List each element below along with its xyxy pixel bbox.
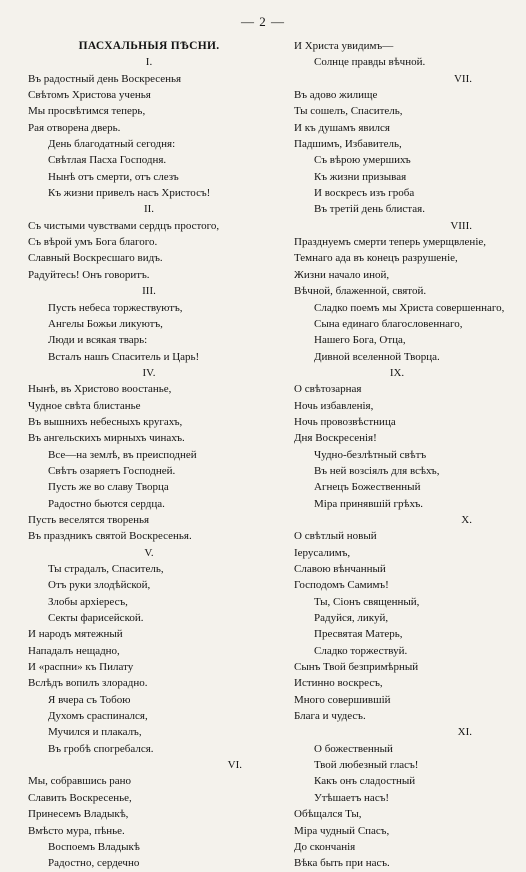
stanza-number: V. bbox=[144, 546, 154, 559]
verse-line: Вмѣсто мура, пѣнье. bbox=[28, 824, 125, 837]
verse-line: Въ праздникъ святой Воскресенья. bbox=[28, 530, 192, 543]
verse-line: И «распни» къ Пилату bbox=[28, 661, 134, 674]
stanza-number: XI. bbox=[457, 726, 472, 739]
stanza-number: IV. bbox=[142, 366, 156, 379]
verse-line: Чудное свѣта блистанье bbox=[28, 399, 141, 412]
verse-line: Нынѣ, въ Христово воостанье, bbox=[28, 383, 172, 396]
verse-line: Ночь провозвѣстница bbox=[294, 415, 396, 428]
verse-line: Въ адово жилище bbox=[294, 89, 378, 102]
verse-line: Мучился и плакалъ, bbox=[48, 726, 142, 739]
verse-line: Истинно воскресъ, bbox=[294, 677, 383, 690]
verse-line: И воскресъ изъ гроба bbox=[314, 187, 415, 200]
verse-line: Вѣка быть при насъ. bbox=[294, 857, 390, 870]
verse-line: Въ третій день блистая. bbox=[314, 203, 425, 216]
verse-line: Все—на землѣ, въ преисподней bbox=[48, 448, 197, 461]
verse-line: Въ радостный день Воскресенья bbox=[28, 72, 182, 85]
verse-line: Свѣтлая Пасха Господня. bbox=[48, 154, 167, 167]
verse-line: Пусть веселятся творенья bbox=[28, 513, 150, 526]
verse-line: Мы просвѣтимся теперь, bbox=[28, 105, 146, 118]
verse-line: Славою вѣнчанный bbox=[294, 563, 386, 575]
verse-line: И къ душамъ явился bbox=[294, 121, 390, 134]
verse-line: Ты сошелъ, Спаситель, bbox=[294, 105, 403, 118]
verse-line: Вѣчной, блаженной, святой. bbox=[294, 285, 427, 298]
verse-line: Солнце правды вѣчной. bbox=[314, 56, 426, 69]
verse-line: О свѣтозарная bbox=[294, 383, 362, 396]
verse-line: Всталъ нашъ Спаситель и Царь! bbox=[48, 350, 200, 363]
verse-line: Въ ней возсіялъ для всѣхъ, bbox=[314, 464, 440, 477]
right-column bbox=[294, 38, 505, 872]
verse-line: Духомъ сраспинался, bbox=[48, 710, 148, 723]
stanza-number: II. bbox=[143, 203, 155, 216]
page-number: — 2 — bbox=[241, 14, 285, 29]
verse-line: Іерусалимъ, bbox=[294, 546, 351, 559]
verse-line: Ты страдалъ, Спаситель, bbox=[48, 563, 164, 575]
verse-line: Пусть небеса торжествуютъ, bbox=[48, 301, 183, 314]
verse-line: Нынѣ отъ смерти, отъ слезъ bbox=[48, 170, 179, 183]
verse-line: Радуйтесь! Онъ говоритъ. bbox=[28, 268, 150, 281]
verse-line: Міра чудный Спасъ, bbox=[294, 824, 390, 837]
verse-line: Принесемъ Владыкѣ, bbox=[28, 808, 129, 821]
verse-line: Сына единаго благословеннаго, bbox=[314, 317, 463, 330]
verse-line: Блага и чудесъ. bbox=[294, 710, 366, 723]
verse-line: Господомъ Самимъ! bbox=[294, 579, 389, 592]
left-column bbox=[28, 38, 270, 872]
verse-line: Сынъ Твой безпримѣрный bbox=[294, 661, 419, 674]
verse-line: Злобы архіересъ, bbox=[48, 595, 128, 608]
verse-line: Ты, Сіонъ священный, bbox=[314, 595, 420, 608]
verse-line: Пусть же во славу Творца bbox=[48, 481, 169, 494]
stanza-number: I. bbox=[145, 56, 153, 69]
verse-line: Славный Воскресшаго видъ. bbox=[28, 252, 163, 265]
verse-line: О божественный bbox=[314, 742, 393, 755]
verse-line: Дня Воскресенія! bbox=[294, 432, 377, 445]
stanza-number: VI. bbox=[227, 759, 242, 772]
verse-line: Обѣщался Ты, bbox=[294, 808, 362, 821]
verse-line: Въ гробѣ спогребался. bbox=[48, 742, 154, 755]
verse-line: Свѣтъ озаряетъ Господней. bbox=[48, 464, 176, 477]
verse-line: Воспоемъ Владыкѣ bbox=[48, 840, 140, 853]
verse-line: До скончанія bbox=[294, 840, 356, 853]
verse-line: О свѣтлый новый bbox=[294, 530, 377, 543]
verse-line: Радуйся, ликуй, bbox=[314, 612, 389, 625]
verse-line: И народъ мятежный bbox=[28, 628, 123, 641]
verse-line: Съ вѣрою умершихъ bbox=[314, 154, 411, 167]
verse-line: Ночь избавленія, bbox=[294, 399, 374, 412]
verse-line: Я вчера съ Тобою bbox=[48, 693, 131, 706]
poem-title: ПАСХАЛЬНЫЯ ПѢСНИ. bbox=[78, 40, 220, 52]
verse-line: Какъ онъ сладостный bbox=[314, 775, 416, 788]
stanza-number: X. bbox=[461, 513, 472, 526]
verse-line: Секты фарисейской. bbox=[48, 612, 144, 625]
verse-line: Празднуемъ смерти теперь умерщвленіе, bbox=[294, 236, 487, 249]
verse-line: Рая отворена дверь. bbox=[28, 121, 121, 134]
verse-line: Нападалъ нещадно, bbox=[28, 644, 120, 657]
verse-line: Агнецъ Божественный bbox=[314, 481, 421, 494]
verse-line: Вслѣдъ вопилъ злорадно. bbox=[28, 677, 148, 690]
verse-line: Отъ руки злодѣйской, bbox=[48, 579, 151, 592]
verse-line: Съ вѣрой умъ Бога благого. bbox=[28, 236, 158, 249]
verse-line: Свѣтомъ Христова ученья bbox=[28, 89, 151, 102]
verse-line: Люди и всякая тварь: bbox=[48, 334, 148, 347]
verse-line: Темнаго ада въ конецъ разрушеніе, bbox=[294, 252, 458, 265]
verse-line: И Христа увидимъ— bbox=[294, 40, 394, 52]
verse-line: Славить Воскресенье, bbox=[28, 791, 132, 804]
verse-line: Твой любезный гласъ! bbox=[314, 759, 419, 772]
verse-line: Сладко поемъ мы Христа совершеннаго, bbox=[314, 301, 505, 314]
stanza-number: III. bbox=[142, 285, 156, 298]
stanza-number: IX. bbox=[389, 366, 405, 379]
verse-line: Съ чистыми чувствами сердцъ простого, bbox=[28, 219, 220, 232]
verse-line: Къ жизни привелъ насъ Христосъ! bbox=[48, 187, 211, 200]
verse-line: Пресвятая Матерь, bbox=[314, 628, 403, 641]
verse-line: Дивной вселенной Творца. bbox=[314, 350, 440, 363]
verse-line: Въ вышнихъ небесныхъ кругахъ, bbox=[28, 415, 183, 428]
verse-line: Падшимъ, Избавитель, bbox=[294, 138, 402, 151]
verse-line: Въ ангельскихъ мирныхъ чинахъ. bbox=[28, 432, 185, 445]
verse-line: Міра принявшій грѣхъ. bbox=[314, 497, 424, 510]
verse-line: Сладко торжествуй. bbox=[314, 644, 408, 657]
verse-line: День благодатный сегодня: bbox=[48, 138, 176, 151]
stanza-number: VII. bbox=[453, 72, 472, 85]
verse-line: Къ жизни призывая bbox=[314, 170, 407, 183]
verse-line: Нашего Бога, Отца, bbox=[314, 334, 406, 347]
verse-line: Радостно бьются сердца. bbox=[48, 497, 165, 510]
verse-line: Жизни начало иной, bbox=[294, 268, 390, 281]
verse-line: Ангелы Божьи ликуютъ, bbox=[48, 317, 163, 330]
verse-line: Радостно, сердечно bbox=[48, 857, 140, 870]
verse-line: Мы, собравшись рано bbox=[28, 775, 132, 788]
verse-line: Чудно-безлѣтный свѣтъ bbox=[314, 448, 427, 461]
stanza-number: VIII. bbox=[450, 219, 472, 232]
verse-line: Утѣшаетъ насъ! bbox=[314, 791, 390, 804]
verse-line: Много совершившій bbox=[294, 693, 391, 706]
